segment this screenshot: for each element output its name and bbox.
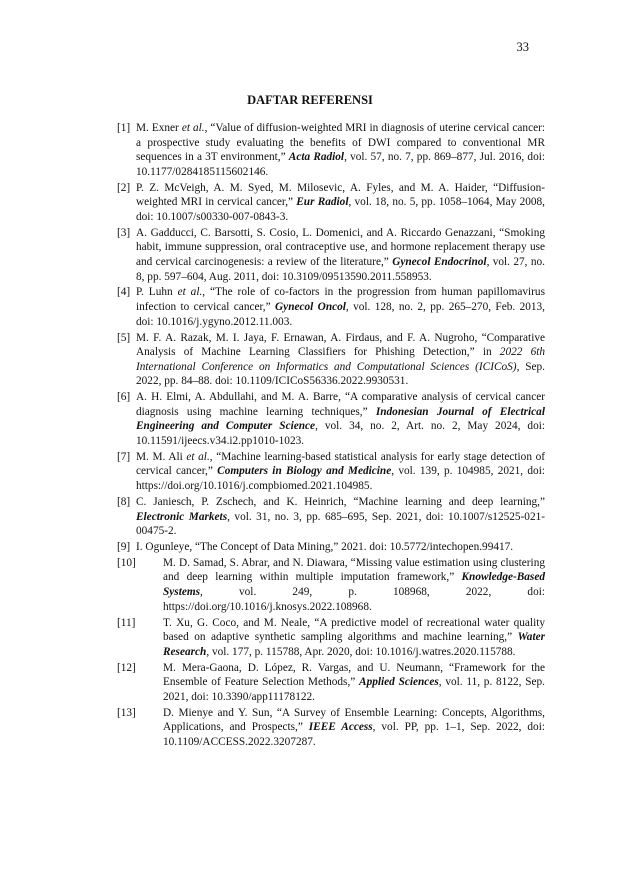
- reference-text: P. Luhn: [136, 286, 178, 299]
- reference-source: Eur Radiol: [296, 196, 349, 209]
- reference-source: Electronic Markets: [136, 510, 228, 523]
- reference-number: [8]: [117, 495, 131, 508]
- reference-text: , vol. 249, p. 108968, 2022, doi: https://doi.org/10.1016/j.knosys.2022.108968.: [163, 586, 545, 613]
- reference-item: [117, 706, 545, 750]
- reference-number: [5]: [117, 331, 131, 344]
- reference-text: , vol. 27, no. 8, pp. 597–604, Aug. 2011, doi: 10.3109/09513590.2011.558953.: [136, 255, 545, 283]
- reference-item: [117, 556, 545, 614]
- reference-number: [9]: [117, 541, 131, 553]
- page-title: DAFTAR REFERENSI: [247, 93, 373, 107]
- reference-source: Gynecol Oncol: [275, 301, 346, 314]
- reference-number: [1]: [117, 122, 131, 134]
- reference-text: , “The role of co-factors in the progression from human papillomavirus infection to cervical cancer,”: [136, 286, 545, 314]
- reference-source: et al.: [177, 286, 203, 299]
- reference-source: Knowledge-Based Systems: [163, 571, 545, 599]
- reference-text: , “Machine learning-based statistical analysis for early stage detection of cervical cancer,”: [136, 450, 545, 478]
- reference-item: [117, 450, 545, 494]
- reference-number: [3]: [117, 226, 131, 239]
- reference-number: [7]: [117, 450, 131, 463]
- reference-source: Applied Sciences: [359, 676, 439, 689]
- reference-source: IEEE Access: [308, 721, 373, 734]
- reference-item: [117, 616, 545, 660]
- reference-item: [117, 181, 545, 225]
- reference-text: , Sep. 2022, pp. 84–88. doi: 10.1109/ICICoS56336.2022.9930531.: [136, 360, 545, 388]
- reference-text: T. Xu, G. Coco, and M. Neale, “A predictive model of recreational water quality based on adaptive synthetic sampling algorithms and machine learning,”: [163, 616, 545, 644]
- reference-text: , vol. 31, no. 3, pp. 685–695, Sep. 2021, doi: 10.1007/s12525-021-00475-2.: [136, 510, 546, 538]
- reference-number: [2]: [117, 181, 131, 194]
- reference-text: , vol. 128, no. 2, pp. 265–270, Feb. 2013, doi: 10.1016/j.ygyno.2012.11.003.: [136, 301, 545, 328]
- reference-source: et al.: [186, 450, 210, 463]
- reference-number: [12]: [117, 661, 136, 674]
- reference-item: [117, 495, 545, 539]
- reference-number: [6]: [117, 391, 131, 404]
- reference-text: M. Mera-Gaona, D. López, R. Vargas, and U. Neumann, “Framework for the Ensemble of Feature Selection Methods,”: [163, 661, 545, 689]
- reference-source: Water Research: [163, 631, 545, 658]
- reference-item: [117, 121, 545, 179]
- reference-item: [117, 331, 545, 389]
- reference-text: M. D. Samad, S. Abrar, and N. Diawara, “Missing value estimation using clustering and deep learning within multiple imputation framework,”: [163, 556, 545, 584]
- reference-source: Gynecol Endocrinol: [392, 255, 487, 268]
- reference-text: , vol. PP, pp. 1–1, Sep. 2022, doi: 10.1109/ACCESS.2022.3207287.: [163, 721, 545, 748]
- reference-text: M. F. A. Razak, M. I. Jaya, F. Ernawan, A. Firdaus, and F. A. Nugroho, “Comparative Analysis of Machine Learning Classifiers for Phishing Detection,” in: [136, 331, 545, 359]
- reference-number: [4]: [117, 286, 131, 299]
- reference-source: 2022 6th International Conference on Informatics and Computational Sciences (ICICoS): [136, 346, 546, 373]
- reference-source: Computers in Biology and Medicine: [217, 465, 392, 478]
- reference-text: A. H. Elmi, A. Abdullahi, and M. A. Barre, “A comparative analysis of cervical cancer diagnosis using machine learning techniques,”: [136, 391, 545, 418]
- reference-number: [13]: [117, 706, 136, 719]
- reference-source: Indonesian Journal of Electrical Engineering and Computer Science: [136, 405, 545, 433]
- reference-text: M. M. Ali: [136, 450, 187, 463]
- reference-text: , vol. 34, no. 2, Art. no. 2, May 2024, doi: 10.11591/ijeecs.v34.i2.pp1010-1023.: [136, 420, 546, 447]
- reference-source: Acta Radiol: [288, 151, 345, 164]
- reference-text: , vol. 18, no. 5, pp. 1058–1064, May 2008, doi: 10.1007/s00330-007-0843-3.: [136, 196, 545, 223]
- reference-text: , vol. 11, p. 8122, Sep. 2021, doi: 10.3390/app11178122.: [163, 676, 545, 703]
- reference-text: , vol. 139, p. 104985, 2021, doi: https://doi.org/10.1016/j.compbiomed.2021.104985.: [136, 465, 545, 493]
- reference-number: [10]: [117, 556, 136, 569]
- reference-text: , vol. 57, no. 7, pp. 869–877, Jul. 2016, doi: 10.1177/0284185115602146.: [136, 151, 546, 178]
- reference-item: [117, 661, 545, 705]
- reference-item: [117, 285, 545, 329]
- reference-text: M. Exner: [136, 122, 182, 134]
- reference-item: [117, 226, 545, 284]
- reference-text: D. Mienye and Y. Sun, “A Survey of Ensemble Learning: Concepts, Algorithms, Applications, and Prospects,”: [163, 706, 545, 734]
- reference-text: I. Ogunleye, “The Concept of Data Mining,” 2021. doi: 10.5772/intechopen.99417.: [136, 541, 514, 553]
- reference-text: A. Gadducci, C. Barsotti, S. Cosio, L. Domenici, and A. Riccardo Genazzani, “Smoking habit, immune suppression, oral contraceptive use, and hormone replacement therapy use and cervical carcinogenesis: a review of the literature,”: [136, 226, 545, 268]
- reference-list: [117, 121, 545, 751]
- reference-item: [117, 540, 545, 555]
- page-number: 33: [516, 40, 529, 54]
- reference-text: , vol. 177, p. 115788, Apr. 2020, doi: 10.1016/j.watres.2020.115788.: [206, 645, 516, 658]
- reference-text: , “Value of diffusion-weighted MRI in diagnosis of uterine cervical cancer: a prospective study evaluating the benefits of DWI compared to conventional MR sequences in a 3T environment,”: [136, 122, 546, 164]
- reference-number: [11]: [117, 616, 136, 629]
- reference-item: [117, 390, 545, 448]
- reference-source: et al.: [181, 122, 205, 134]
- reference-text: P. Z. McVeigh, A. M. Syed, M. Milosevic, A. Fyles, and M. A. Haider, “Diffusion-weighted MRI in cervical cancer,”: [136, 181, 545, 209]
- reference-text: C. Janiesch, P. Zschech, and K. Heinrich, “Machine learning and deep learning,”: [136, 495, 545, 508]
